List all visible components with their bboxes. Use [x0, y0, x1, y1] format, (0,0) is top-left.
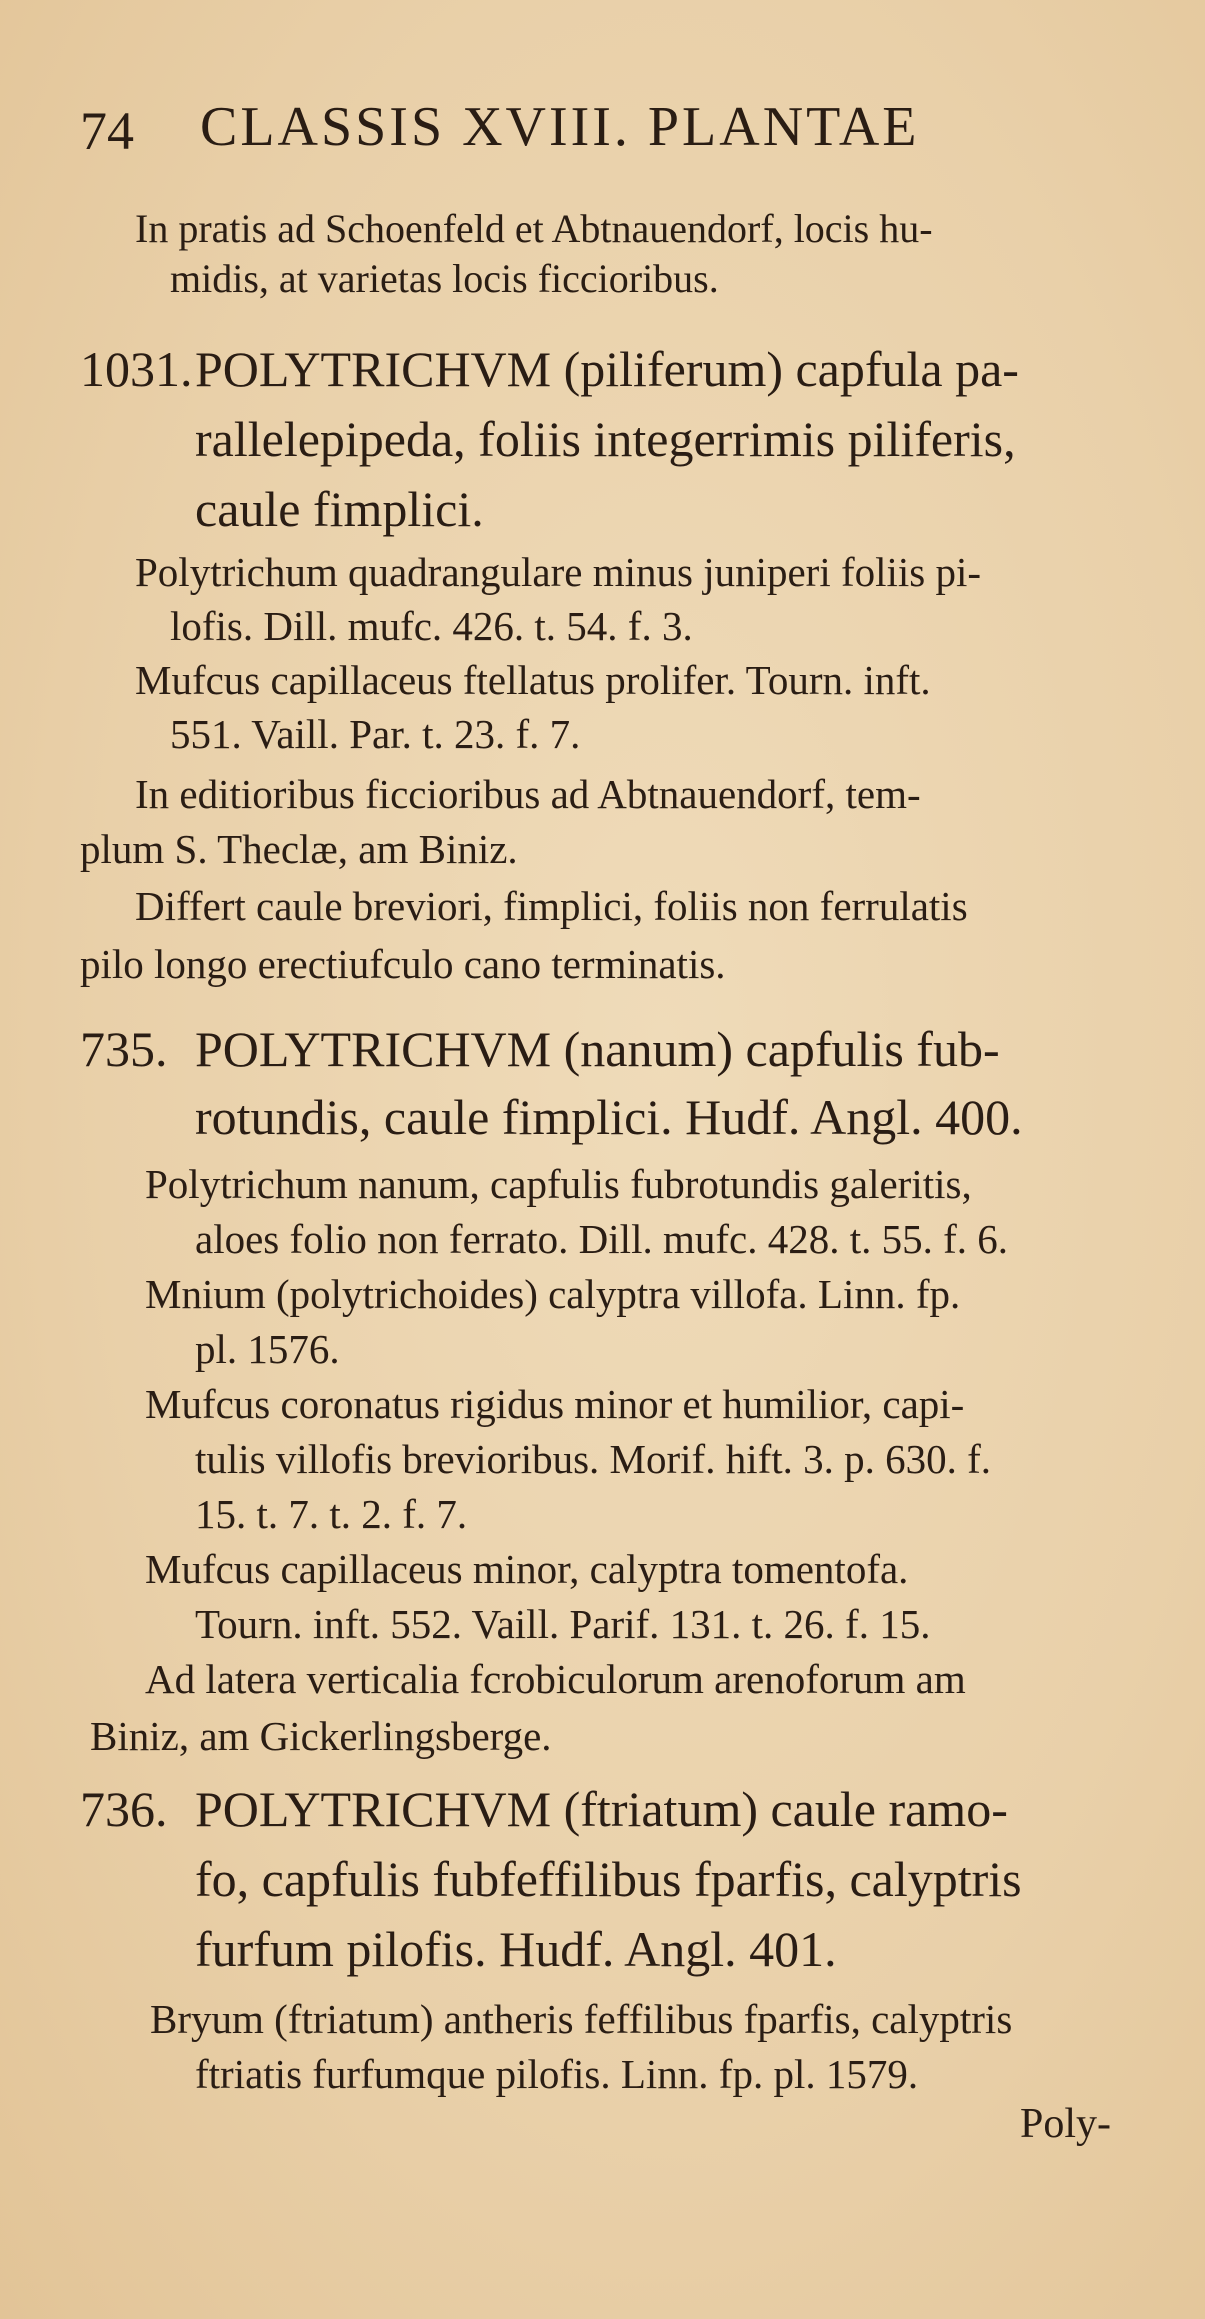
text-line: In pratis ad Schoenfeld et Abtnauendorf, locis hu-	[135, 206, 933, 251]
note-line: pilo longo erectiufculo cano terminatis.	[80, 941, 726, 987]
running-title: CLASSIS XVIII. PLANTAE	[200, 96, 920, 158]
species-heading-line: POLYTRICHVM (ftriatum) caule ramo-	[195, 1781, 1008, 1837]
synonym-line: Polytrichum nanum, capfulis fubrotundis galeritis,	[145, 1161, 972, 1207]
species-heading-line: POLYTRICHVM (nanum) capfulis fub-	[195, 1021, 1000, 1077]
species-heading-line: POLYTRICHVM (piliferum) capfula pa-	[195, 341, 1019, 397]
synonym-line: lofis. Dill. mufc. 426. t. 54. f. 3.	[170, 603, 693, 649]
species-number: 1031.	[80, 341, 193, 397]
species-number: 735.	[80, 1021, 168, 1077]
synonym-line: Tourn. inft. 552. Vaill. Parif. 131. t. 26. f. 15.	[195, 1601, 931, 1647]
synonym-line: 15. t. 7. t. 2. f. 7.	[195, 1491, 468, 1537]
text-line: midis, at varietas locis ficcioribus.	[170, 256, 719, 301]
synonym-line: 551. Vaill. Par. t. 23. f. 7.	[170, 711, 581, 757]
habitat-line: Biniz, am Gickerlingsberge.	[90, 1713, 552, 1759]
synonym-line: Mufcus capillaceus minor, calyptra tomentofa.	[145, 1546, 909, 1592]
page-number: 74	[80, 101, 134, 161]
synonym-line: aloes folio non ferrato. Dill. mufc. 428. t. 55. f. 6.	[195, 1216, 1008, 1262]
species-heading-line: fo, capfulis fubfeffilibus fparfis, calyptris	[195, 1851, 1022, 1907]
synonym-line: Mufcus capillaceus ftellatus prolifer. Tourn. inft.	[135, 657, 931, 703]
synonym-line: Polytrichum quadrangulare minus juniperi foliis pi-	[135, 549, 982, 595]
synonym-line: ftriatis furfumque pilofis. Linn. fp. pl. 1579.	[195, 2051, 919, 2097]
species-heading-line: rotundis, caule fimplici. Hudf. Angl. 400.	[195, 1089, 1023, 1145]
habitat-line: plum S. Theclæ, am Biniz.	[80, 826, 518, 872]
habitat-line: Ad latera verticalia fcrobiculorum arenoforum am	[145, 1656, 966, 1702]
synonym-line: Mufcus coronatus rigidus minor et humilior, capi-	[145, 1381, 965, 1427]
synonym-line: tulis villofis brevioribus. Morif. hift. 3. p. 630. f.	[195, 1436, 992, 1482]
species-heading-line: rallelepipeda, foliis integerrimis piliferis,	[195, 411, 1016, 467]
species-number: 736.	[80, 1781, 168, 1837]
catchword: Poly-	[1020, 2101, 1112, 2147]
synonym-line: pl. 1576.	[195, 1326, 340, 1372]
species-heading-line: furfum pilofis. Hudf. Angl. 401.	[195, 1921, 837, 1977]
habitat-line: In editioribus ficcioribus ad Abtnauendorf, tem-	[135, 771, 921, 817]
synonym-line: Mnium (polytrichoides) calyptra villofa. Linn. fp.	[145, 1271, 961, 1317]
species-heading-line: caule fimplici.	[195, 481, 484, 537]
note-line: Differt caule breviori, fimplici, foliis non ferrulatis	[135, 883, 968, 929]
synonym-line: Bryum (ftriatum) antheris feffilibus fparfis, calyptris	[150, 1996, 1013, 2042]
